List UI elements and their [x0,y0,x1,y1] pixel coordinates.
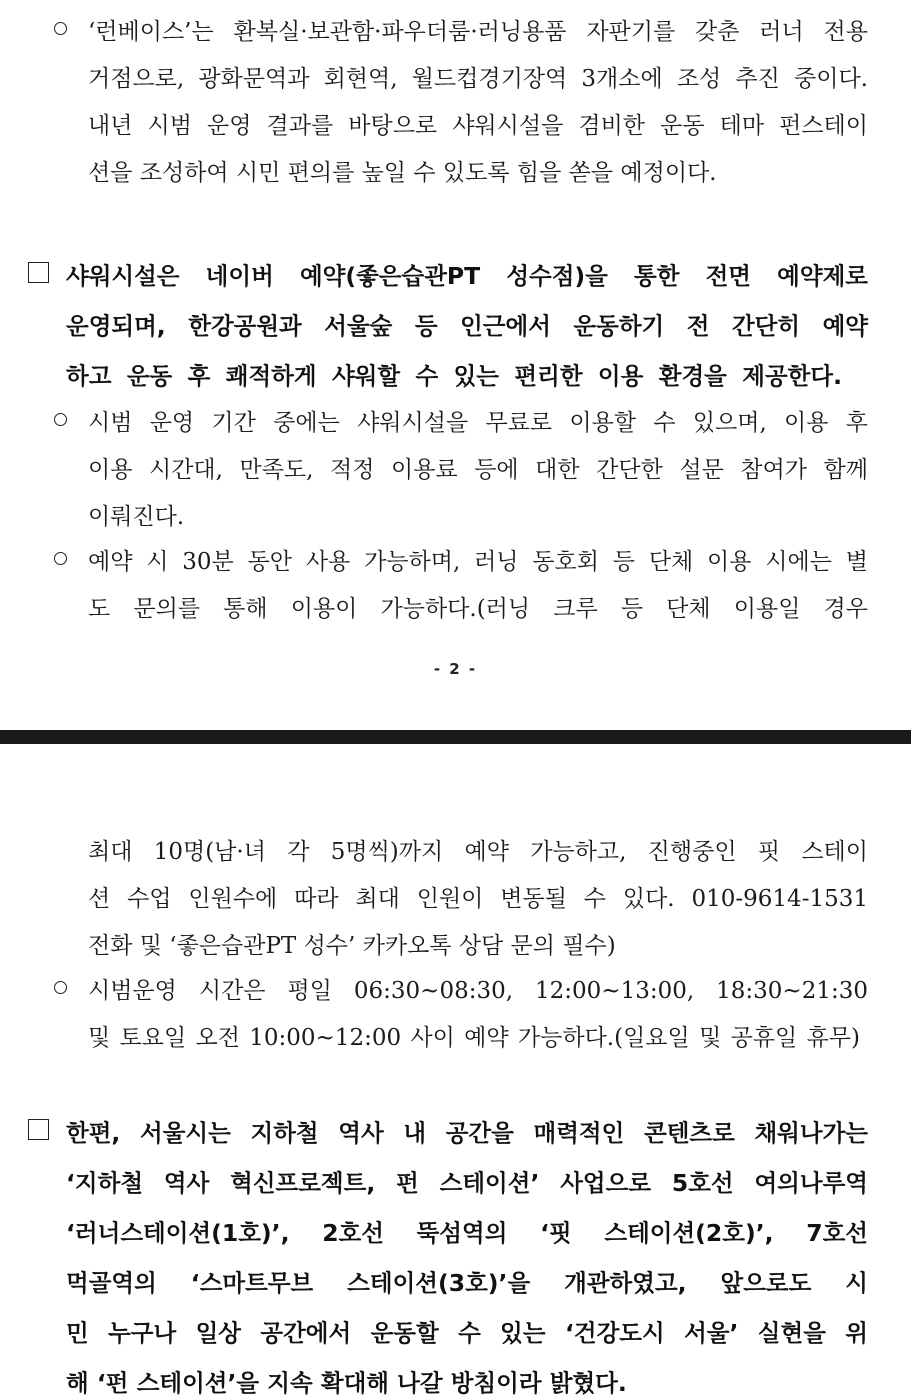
section-heading-line: 해 ‘펀 스테이션’을 지속 확대해 나갈 방침이라 밝혔다. [66,1369,627,1397]
paragraph-line: 전화 및 ‘좋은습관PT 성수’ 카카오톡 상담 문의 필수) [88,933,616,959]
paragraph-line: 이뤄진다. [88,504,185,530]
section-heading-line: 운영되며, 한강공원과 서울숲 등 인근에서 운동하기 전 간단히 예약 [66,312,868,340]
paragraph-line: 션을 조성하여 시민 편의를 높일 수 있도록 힘을 쏟을 예정이다. [88,160,717,186]
paragraph-line: 거점으로, 광화문역과 회현역, 월드컵경기장역 3개소에 조성 추진 중이다. [88,66,868,92]
section-heading-line: 민 누구나 일상 공간에서 운동할 수 있는 ‘건강도시 서울’ 실현을 위 [66,1319,868,1347]
paragraph-line: 도 문의를 통해 이용이 가능하다.(러닝 크루 등 단체 이용일 경우 [88,596,868,622]
paragraph-line: 및 토요일 오전 10:00~12:00 사이 예약 가능하다.(일요일 및 공휴일 휴무) [88,1025,860,1051]
section-heading-line: ‘러너스테이션(1호)’, 2호선 뚝섬역의 ‘핏 스테이션(2호)’, 7호선 [66,1219,868,1247]
paragraph-line: 시범 운영 기간 중에는 샤워시설을 무료로 이용할 수 있으며, 이용 후 [88,410,868,436]
page-number: - 2 - [433,660,478,678]
page-divider [0,730,911,744]
section-heading-line: 하고 운동 후 쾌적하게 샤워할 수 있는 편리한 이용 환경을 제공한다. [66,362,842,390]
paragraph-line: 션 수업 인원수에 따라 최대 인원이 변동될 수 있다. 010-9614-1531 [88,886,868,912]
circle-bullet-icon [54,413,67,426]
paragraph-line: 시범운영 시간은 평일 06:30~08:30, 12:00~13:00, 18:30~21:30 [88,978,868,1004]
paragraph-line: ‘런베이스’는 환복실·보관함·파우더룸·러닝용품 자판기를 갖춘 러너 전용 [88,19,868,45]
checkbox-square-icon [28,1119,49,1140]
paragraph-line: 예약 시 30분 동안 사용 가능하며, 러닝 동호회 등 단체 이용 시에는 별 [88,549,868,575]
paragraph-line: 내년 시범 운영 결과를 바탕으로 샤워시설을 겸비한 운동 테마 펀스테이 [88,113,868,139]
section-heading-line: 샤워시설은 네이버 예약(좋은습관PT 성수점)을 통한 전면 예약제로 [66,262,868,290]
circle-bullet-icon [54,22,67,35]
paragraph-line: 최대 10명(남·녀 각 5명씩)까지 예약 가능하고, 진행중인 핏 스테이 [88,839,868,865]
circle-bullet-icon [54,981,67,994]
section-heading-line: 먹골역의 ‘스마트무브 스테이션(3호)’을 개관하였고, 앞으로도 시 [66,1269,868,1297]
paragraph-line: 이용 시간대, 만족도, 적정 이용료 등에 대한 간단한 설문 참여가 함께 [88,457,868,483]
checkbox-square-icon [28,262,49,283]
document-page-3 [0,748,911,1400]
section-heading-line: ‘지하철 역사 혁신프로젝트, 펀 스테이션’ 사업으로 5호선 여의나루역 [66,1169,868,1197]
section-heading-line: 한편, 서울시는 지하철 역사 내 공간을 매력적인 콘텐츠로 채워나가는 [66,1119,868,1147]
circle-bullet-icon [54,552,67,565]
